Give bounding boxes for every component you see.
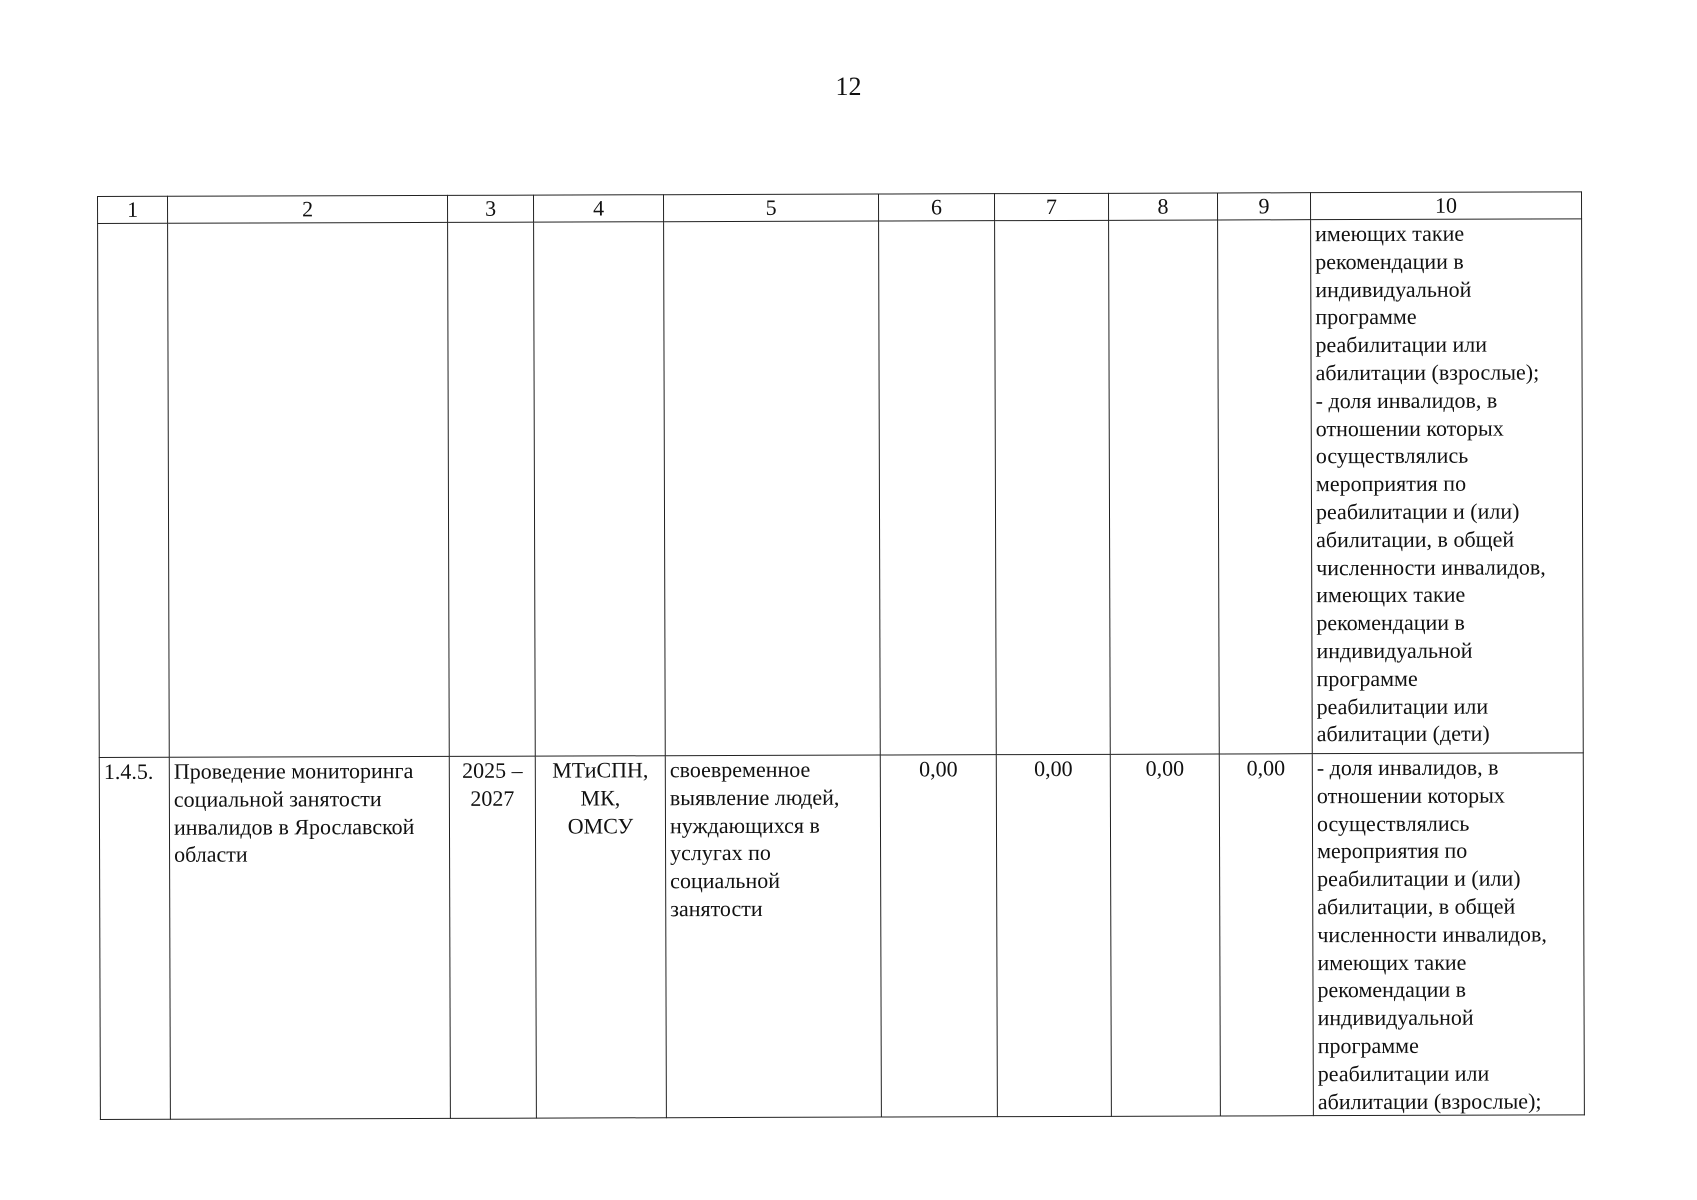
cont-cell-1 bbox=[98, 223, 170, 757]
cell-text-line: программе bbox=[1316, 665, 1418, 691]
header-cell-4: 4 bbox=[533, 195, 663, 222]
cell-text-line: Проведение мониторинга bbox=[173, 758, 414, 784]
cell-text-line: реабилитации или bbox=[1315, 331, 1488, 358]
cell-text-line: занятости bbox=[670, 895, 763, 922]
cell-text-line: осуществлялись bbox=[1316, 810, 1470, 836]
header-cell-9: 9 bbox=[1217, 193, 1310, 220]
cell-text-line: своевременное bbox=[669, 756, 811, 783]
cont-cell-8 bbox=[1109, 220, 1220, 754]
cell-text-line: инвалидов в Ярославской bbox=[173, 813, 415, 840]
item-period bbox=[449, 756, 536, 1119]
cell-text-line: имеющих такие bbox=[1315, 220, 1465, 247]
cont-cell-6 bbox=[879, 221, 997, 755]
header-cell-10: 10 bbox=[1310, 192, 1581, 220]
cell-text-line: - доля инвалидов, в bbox=[1316, 754, 1499, 781]
table-row-continuation bbox=[98, 219, 1584, 758]
cell-text-line: рекомендации в bbox=[1315, 248, 1464, 274]
cell-text-line: - доля инвалидов, в bbox=[1315, 387, 1498, 413]
cell-text-line: 2027 bbox=[470, 785, 515, 811]
item-executors bbox=[535, 756, 666, 1119]
item-value-col6: 0,00 bbox=[880, 755, 997, 1118]
item-number: 1.4.5. bbox=[99, 757, 170, 1120]
cell-text-line: мероприятия по bbox=[1317, 838, 1468, 864]
cell-text-line: реабилитации или bbox=[1316, 693, 1489, 719]
cell-text-line: отношении которых bbox=[1316, 782, 1505, 808]
cell-text-line: индивидуальной bbox=[1316, 637, 1473, 664]
cell-text-line: социальной занятости bbox=[173, 785, 382, 812]
cell-text-line: МТиСПН, bbox=[552, 757, 649, 783]
cell-text-line: индивидуальной bbox=[1315, 276, 1472, 302]
header-cell-6: 6 bbox=[878, 194, 994, 221]
cell-text-line: имеющих такие bbox=[1317, 949, 1467, 975]
cell-text-line: абилитации (взрослые); bbox=[1315, 359, 1540, 386]
item-value-col9: 0,00 bbox=[1219, 754, 1313, 1117]
page-number: 12 bbox=[835, 72, 862, 101]
cont-cell-4 bbox=[534, 222, 666, 756]
cell-text-line: ОМСУ bbox=[567, 812, 634, 839]
cont-cell-2 bbox=[168, 222, 450, 757]
header-cell-5: 5 bbox=[663, 194, 878, 222]
header-cell-2: 2 bbox=[168, 195, 448, 223]
cell-text-line: рекомендации в bbox=[1317, 977, 1467, 1003]
cont-cell-3 bbox=[448, 222, 536, 756]
cell-text-line: услугах по bbox=[670, 840, 771, 866]
cont-cell-7 bbox=[995, 220, 1111, 754]
cell-text-line: рекомендации в bbox=[1316, 609, 1465, 636]
header-cell-1: 1 bbox=[98, 196, 168, 223]
cell-text-line: отношении которых bbox=[1315, 415, 1504, 441]
cont-cell-5 bbox=[664, 221, 881, 756]
cell-text-line: абилитации (дети) bbox=[1316, 720, 1490, 747]
item-result bbox=[665, 755, 881, 1118]
cont-indicator-cell bbox=[1311, 219, 1584, 754]
cell-text-line: 2025 – bbox=[462, 757, 523, 783]
item-value-col7: 0,00 bbox=[996, 754, 1111, 1117]
cell-text-line: реабилитации и (или) bbox=[1317, 865, 1521, 892]
cell-text-line: абилитации, в общей bbox=[1317, 893, 1516, 920]
cont-cell-9 bbox=[1218, 220, 1313, 754]
cell-text-line: социальной bbox=[670, 868, 781, 894]
cell-text-line: численности инвалидов, bbox=[1317, 921, 1547, 947]
cell-text-line: абилитации, в общей bbox=[1316, 526, 1515, 552]
item-title bbox=[169, 756, 450, 1119]
table-row-1-4-5 bbox=[99, 753, 1584, 1120]
cell-text-line: области bbox=[174, 841, 248, 868]
cell-text-line: имеющих такие bbox=[1316, 582, 1466, 608]
cell-text-line: выявление людей, bbox=[669, 784, 840, 810]
cell-text-line: реабилитации и (или) bbox=[1315, 498, 1520, 525]
document-sheet bbox=[97, 191, 1584, 1120]
cell-text-line: реабилитации или bbox=[1317, 1060, 1490, 1086]
header-cell-7: 7 bbox=[994, 193, 1108, 220]
item-value-col8: 0,00 bbox=[1110, 754, 1220, 1117]
cell-text-line: абилитации (взрослые); bbox=[1317, 1088, 1542, 1114]
item-indicator bbox=[1312, 753, 1584, 1116]
header-cell-8: 8 bbox=[1108, 193, 1217, 220]
cell-text-line: нуждающихся в bbox=[669, 812, 820, 838]
cell-text-line: осуществлялись bbox=[1315, 443, 1469, 469]
header-cell-3: 3 bbox=[447, 195, 533, 222]
cell-text-line: программе bbox=[1315, 304, 1417, 330]
cell-text-line: численности инвалидов, bbox=[1316, 554, 1546, 580]
plan-table bbox=[97, 191, 1585, 1120]
cell-text-line: мероприятия по bbox=[1315, 470, 1467, 497]
cell-text-line: МК, bbox=[580, 785, 621, 811]
cell-text-line: индивидуальной bbox=[1317, 1004, 1474, 1031]
cell-text-line: программе bbox=[1317, 1032, 1419, 1059]
